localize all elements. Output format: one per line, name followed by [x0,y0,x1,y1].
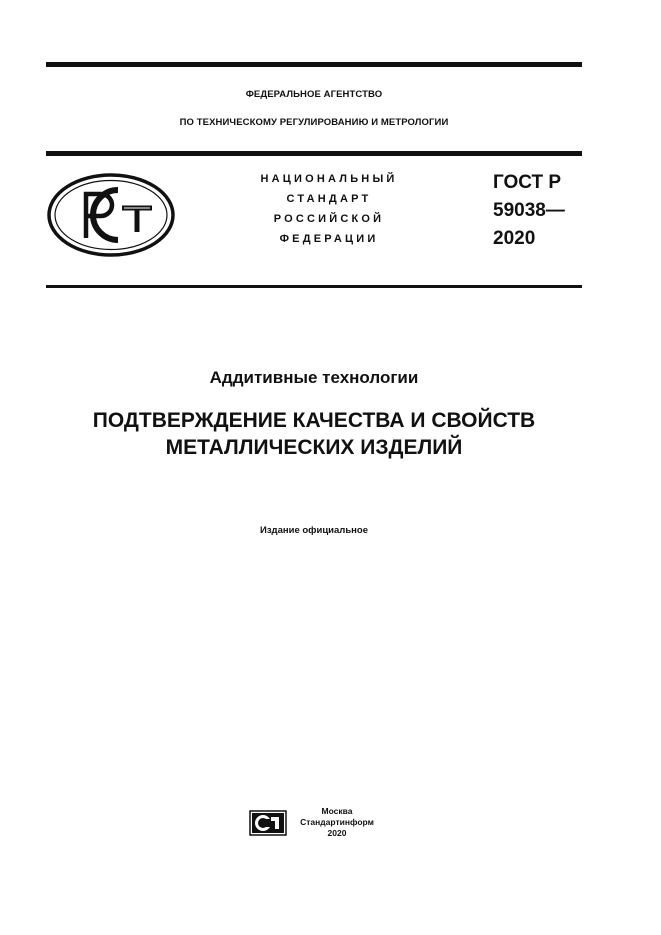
standartinform-logo-icon [249,810,287,836]
gost-number: 59038— [493,200,565,221]
publisher-city: Москва [321,806,353,816]
rst-certification-mark-icon [46,172,176,258]
agency-line-1: ФЕДЕРАЛЬНОЕ АГЕНТСТВО [245,89,383,100]
gost-label: ГОСТ Р [493,172,562,193]
agency-rule [46,151,582,156]
national-line-3: РОССИЙСКОЙ [273,213,385,225]
gost-year: 2020 [493,228,536,249]
publisher-name: Стандартинформ [300,817,374,827]
national-line-2: СТАНДАРТ [286,193,372,205]
publisher-year: 2020 [327,828,347,838]
title-line-1: ПОДТВЕРЖДЕНИЕ КАЧЕСТВА И СВОЙСТВ [92,409,536,432]
edition-label: Издание официальное [260,525,368,536]
agency-line-2: ПО ТЕХНИЧЕСКОМУ РЕГУЛИРОВАНИЮ И МЕТРОЛОГИИ [179,117,449,128]
title-line-2: МЕТАЛЛИЧЕСКИХ ИЗДЕЛИЙ [165,436,463,459]
subject-heading: Аддитивные технологии [209,368,419,387]
national-line-1: НАЦИОНАЛЬНЫЙ [260,173,398,185]
top-rule [46,62,582,67]
national-line-4: ФЕДЕРАЦИИ [279,233,379,245]
standard-rule [46,285,582,288]
